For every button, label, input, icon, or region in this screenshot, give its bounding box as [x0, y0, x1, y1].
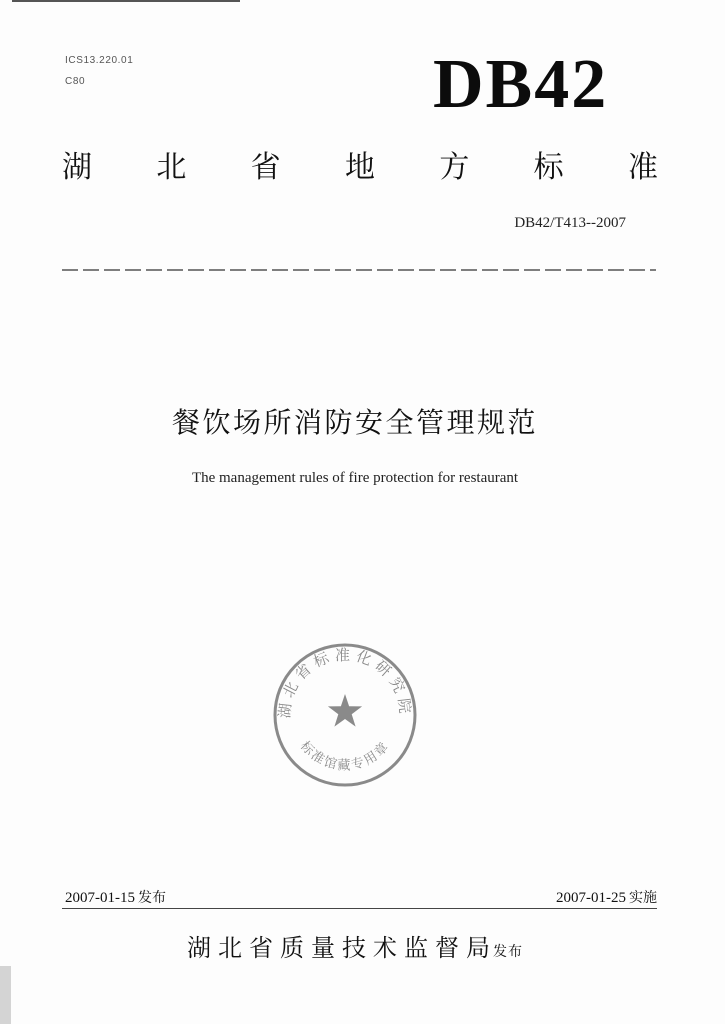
- implementation-date-label: 实施: [629, 890, 657, 906]
- standard-type-heading: [62, 150, 658, 186]
- standard-type-char: 北: [156, 150, 187, 185]
- date-row: [65, 887, 657, 907]
- standard-code: DB42: [433, 46, 609, 123]
- issuer-suffix: 发布: [493, 944, 523, 960]
- ccs-code: C80: [65, 76, 86, 87]
- seal-top-text: 湖北省标准化研究院: [275, 645, 415, 720]
- issuer-line: [187, 928, 523, 963]
- standard-type-char: 湖: [62, 150, 92, 185]
- document-title-english: The management rules of fire protection for restaurant: [191, 470, 519, 486]
- scan-edge-shadow: [0, 966, 11, 1024]
- scan-edge-line: [12, 0, 240, 2]
- star-icon: [328, 694, 362, 727]
- standard-type-char: 准: [627, 150, 658, 185]
- standard-type-char: 省: [250, 150, 281, 185]
- svg-text:标准馆藏专用章: [297, 738, 393, 773]
- issuer-name: 湖北省质量技术监督局: [187, 934, 497, 962]
- implementation-date: [556, 887, 657, 907]
- issue-date-value: 2007-01-15: [65, 890, 135, 906]
- ics-code: ICS13.220.01: [65, 55, 134, 66]
- footer-rule: [62, 908, 657, 909]
- library-seal: [265, 635, 425, 795]
- standard-type-char: 地: [344, 150, 375, 185]
- standard-type-char: 标: [533, 150, 564, 185]
- seal-bottom-text: 标准馆藏专用章: [296, 738, 394, 774]
- standard-type-char: 方: [439, 150, 470, 185]
- issue-date: [65, 887, 166, 907]
- header-separator: [0, 262, 725, 276]
- standard-number: DB42/T413--2007: [514, 215, 626, 231]
- document-title: 餐饮场所消防安全管理规范: [171, 406, 538, 439]
- issue-date-label: 发布: [138, 890, 166, 906]
- implementation-date-value: 2007-01-25: [556, 890, 626, 906]
